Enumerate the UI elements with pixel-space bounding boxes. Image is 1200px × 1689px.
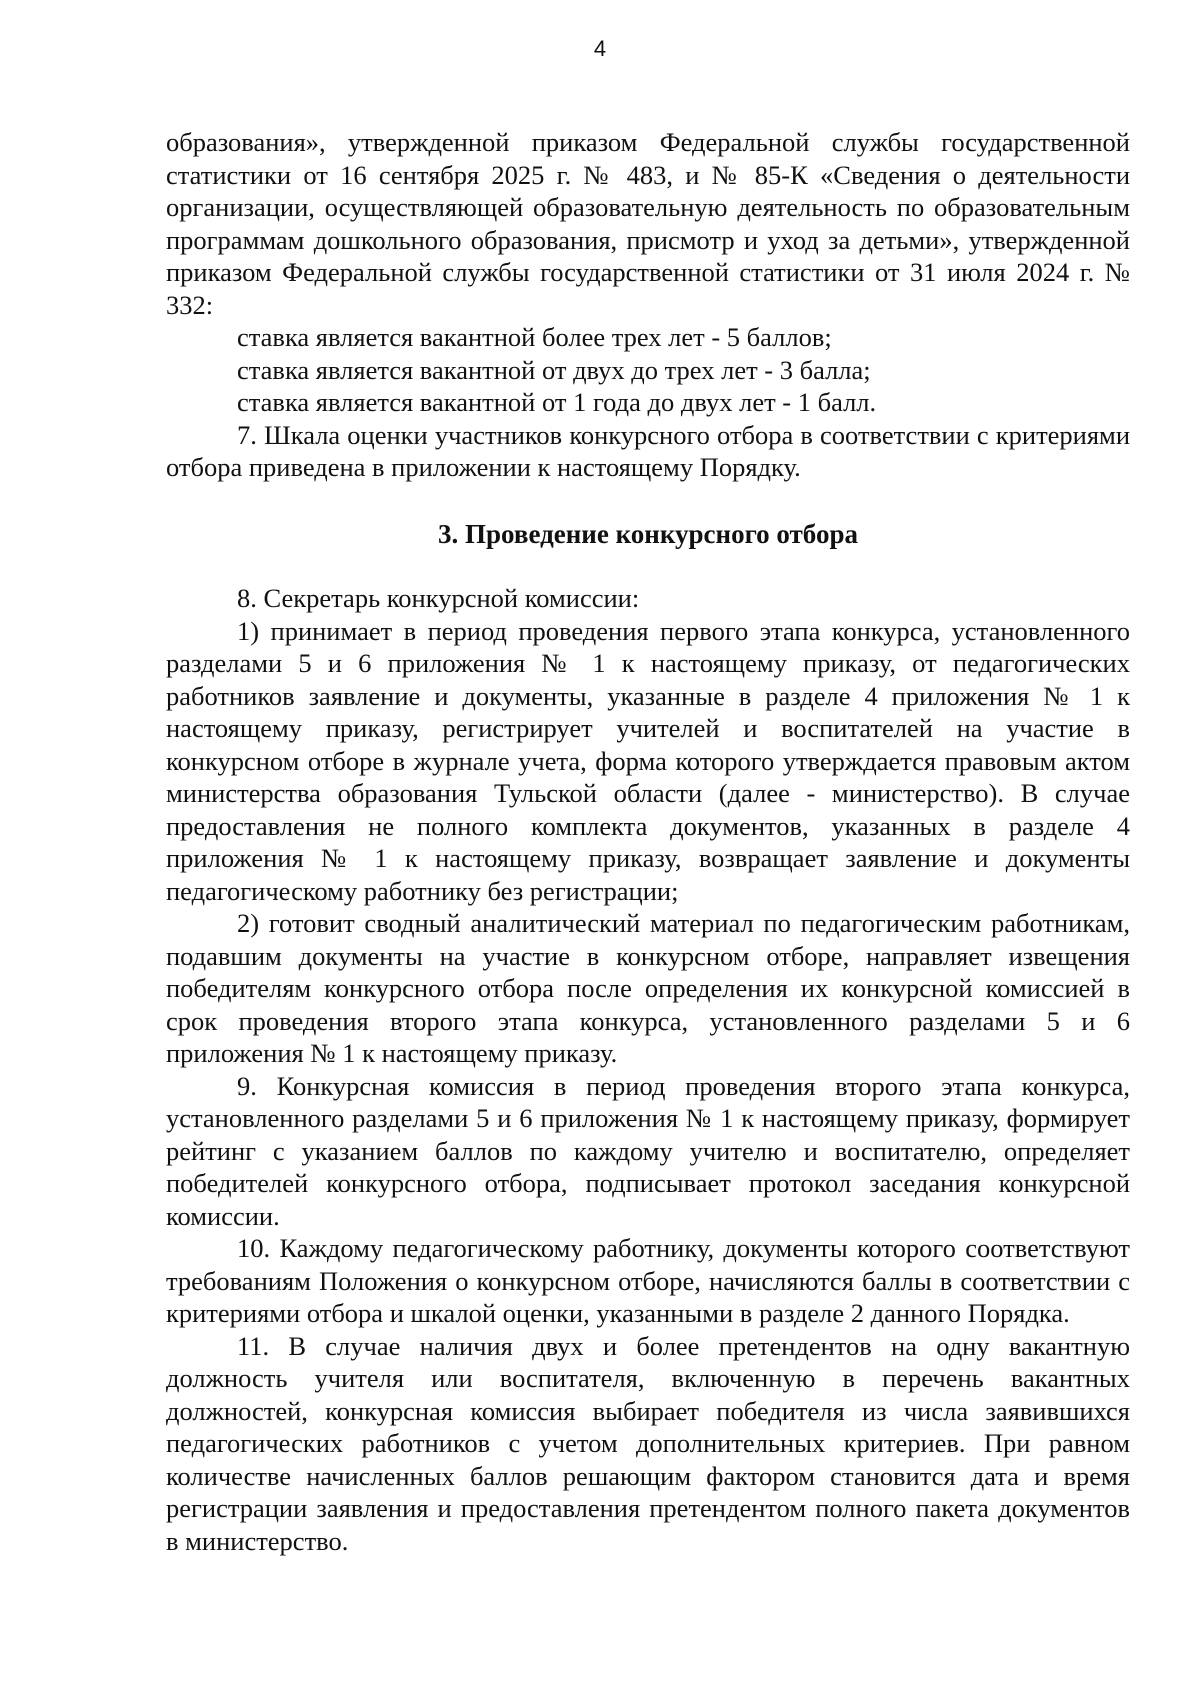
paragraph-8: 8. Секретарь конкурсной комиссии:: [237, 583, 640, 613]
paragraph-7: 7. Шкала оценки участников конкурсного отбора в соответствии с критериями отбора приведена в приложении к настоящему Порядку.: [166, 419, 1130, 482]
paragraph-11: 11. В случае наличия двух и более претендентов на одну вакантную должность учителя или воспитателя, включенную в перечень вакантных должностей, конкурсная комиссия выбирает победителя из числа заявившихся педагогических работников с учетом дополнительных критериев. При равном количестве начисленных баллов решающим фактором становится дата и время регистрации заявления и предоставления претендентом полного пакета документов в министерство.: [166, 1330, 1130, 1556]
page-number: 4: [593, 36, 607, 61]
document-body: [166, 126, 1130, 1557]
paragraph-rate-two-to-three-years: ставка является вакантной от двух до трех лет - 3 балла;: [237, 354, 871, 385]
paragraph-rate-over-three-years: ставка является вакантной более трех лет - 5 баллов;: [237, 322, 832, 352]
paragraph-8-item-1: 1) принимает в период проведения первого этапа конкурса, установленного разделами 5 и 6 приложения № 1 к настоящему приказу, от педагогических работников заявление и документы, указанные в разделе 4 приложения № 1 к настоящему приказу, регистрирует учителей и воспитателей на участие в конкурсном отборе в журнале учета, форма которого утверждается правовым актом министерства образования Тульской области (далее - министерство). В случае предоставления не полного комплекта документов, указанных в разделе 4 приложения № 1 к настоящему приказу, возвращает заявление и документы педагогическому работнику без регистрации;: [166, 615, 1130, 906]
paragraph-9: 9. Конкурсная комиссия в период проведения второго этапа конкурса, установленного разделами 5 и 6 приложения № 1 к настоящему приказу, формирует рейтинг с указанием баллов по каждому учителю и воспитателю, определяет победителей конкурсного отбора, подписывает протокол заседания конкурсной комиссии.: [166, 1070, 1130, 1231]
section-heading: 3. Проведение конкурсного отбора: [438, 518, 858, 549]
paragraph-8-item-2: 2) готовит сводный аналитический материал по педагогическим работникам, подавшим документы на участие в конкурсном отборе, направляет извещения победителям конкурсного отбора после определения их конкурсной комиссией в срок проведения второго этапа конкурса, установленного разделами 5 и 6 приложения № 1 к настоящему приказу.: [166, 908, 1130, 1068]
paragraph-rate-one-to-two-years: ставка является вакантной от 1 года до двух лет - 1 балл.: [237, 387, 877, 417]
paragraph-10: 10. Каждому педагогическому работнику, документы которого соответствуют требованиям Положения о конкурсном отборе, начисляются баллы в соответствии с критериями отбора и шкалой оценки, указанными в разделе 2 данного Порядка.: [166, 1233, 1130, 1328]
paragraph-continuation: образования», утвержденной приказом Федеральной службы государственной статистики от 16 сентября 2025 г. № 483, и № 85-К «Сведения о деятельности организации, осуществляющей образовательную деятельность по образовательным программам дошкольного образования, присмотр и уход за детьми», утвержденной приказом Федеральной службы государственной статистики от 31 июля 2024 г. № 332:: [166, 127, 1130, 320]
